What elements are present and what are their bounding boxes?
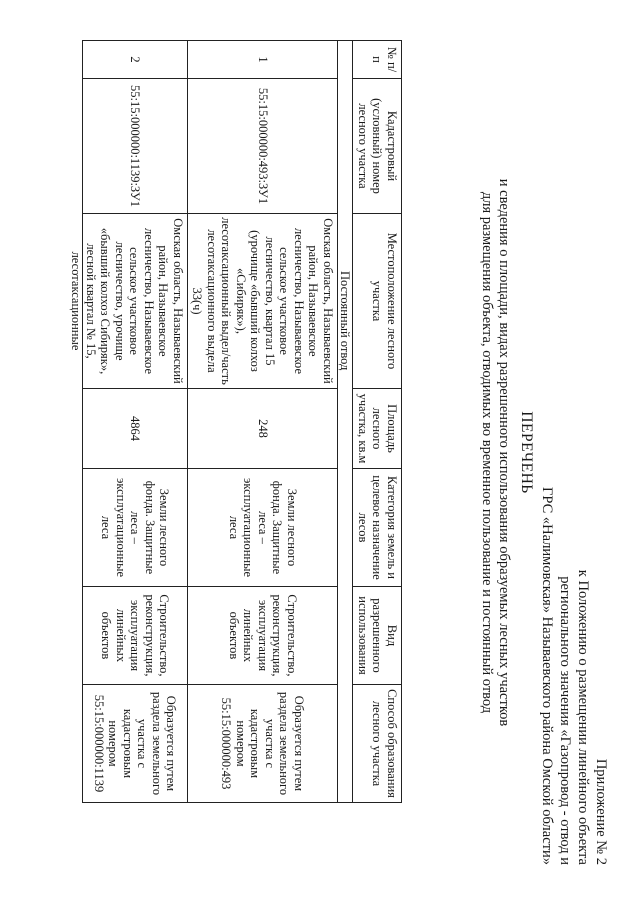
- appendix-line: Приложение № 2: [593, 758, 609, 865]
- column-header-location: Местоположение лесного участка: [353, 214, 402, 389]
- column-header-use: Вид разрешенного использования: [353, 587, 402, 685]
- cell-cadastral: 55:15:000000:1139:ЗУ1: [83, 79, 188, 214]
- table-row: [83, 41, 188, 803]
- table-row: [188, 41, 338, 803]
- section-label: Постоянный отвод: [338, 41, 354, 803]
- title-heading: ПЕРЕЧЕНЬ: [518, 411, 535, 494]
- title-subtitle-line: и сведения о площади, видах разрешенного использования образуемых лесных участков: [496, 178, 512, 727]
- appendix-line: регионального значения «Газопровод - отвод и: [557, 576, 573, 865]
- document-title: [478, 0, 535, 905]
- column-header-area: Площадь лесного участка, кв.м: [353, 389, 402, 469]
- cell-formation: Образуется путем раздела земельного участка с кадастровым номером 55:15:000000:1139: [83, 685, 188, 803]
- cell-category: Земли лесного фонда. Защитные леса – эксплуатационные леса: [188, 469, 338, 587]
- column-header-cadastral: Кадастровый (условный) номер лесного участка: [353, 79, 402, 214]
- cell-category: Земли лесного фонда. Защитные леса – эксплуатационные леса: [83, 469, 188, 587]
- cell-area: 4864: [83, 389, 188, 469]
- appendix-line: к Положению о размещении линейного объекта: [575, 569, 591, 865]
- table-header-row: [353, 41, 402, 803]
- cell-location: Омская область, Называевский район, Называевское лесничество, Называевское сельское участковое лесничество, квартал 15 (урочище «бывший колхоз «Сибиряк»), лесотаксационный выдел/часть лесотаксационного выдела 33(ч): [188, 214, 338, 389]
- cell-use: Строительство, реконструкция, эксплуатация линейных объектов: [188, 587, 338, 685]
- cell-num: 2: [83, 41, 188, 79]
- cell-location-text: Омская область, Называевский район, Называевское лесничество, Называевское сельское участковое лесничество, урочище «бывший колхоз Сибиряк», лесной квартал № 15, лесотаксационные: [69, 218, 185, 384]
- cell-cadastral: 55:15:000000:493:ЗУ1: [188, 79, 338, 214]
- parcels-table-wrap: [69, 40, 402, 803]
- column-header-category: Категория земель и целевое назначение лесов: [353, 469, 402, 587]
- cell-use: Строительство, реконструкция, эксплуатация линейных объектов: [83, 587, 188, 685]
- title-subtitle-line: для размещения объекта, отводимых во временное пользование и постоянный отвод: [479, 191, 495, 714]
- appendix-line: ГРС «Налимовская» Называевского района Омской области»: [539, 486, 555, 865]
- column-header-formation: Способ образования лесного участка: [353, 685, 402, 803]
- column-header-num: № п/п: [353, 41, 402, 79]
- cell-formation: Образуется путем раздела земельного участка с кадастровым номером 55:15:000000:493: [188, 685, 338, 803]
- section-row: [338, 41, 354, 803]
- cell-area: 248: [188, 389, 338, 469]
- cell-num: 1: [188, 41, 338, 79]
- appendix-header: [538, 30, 610, 865]
- parcels-table: [69, 40, 402, 803]
- cell-location: [69, 214, 188, 389]
